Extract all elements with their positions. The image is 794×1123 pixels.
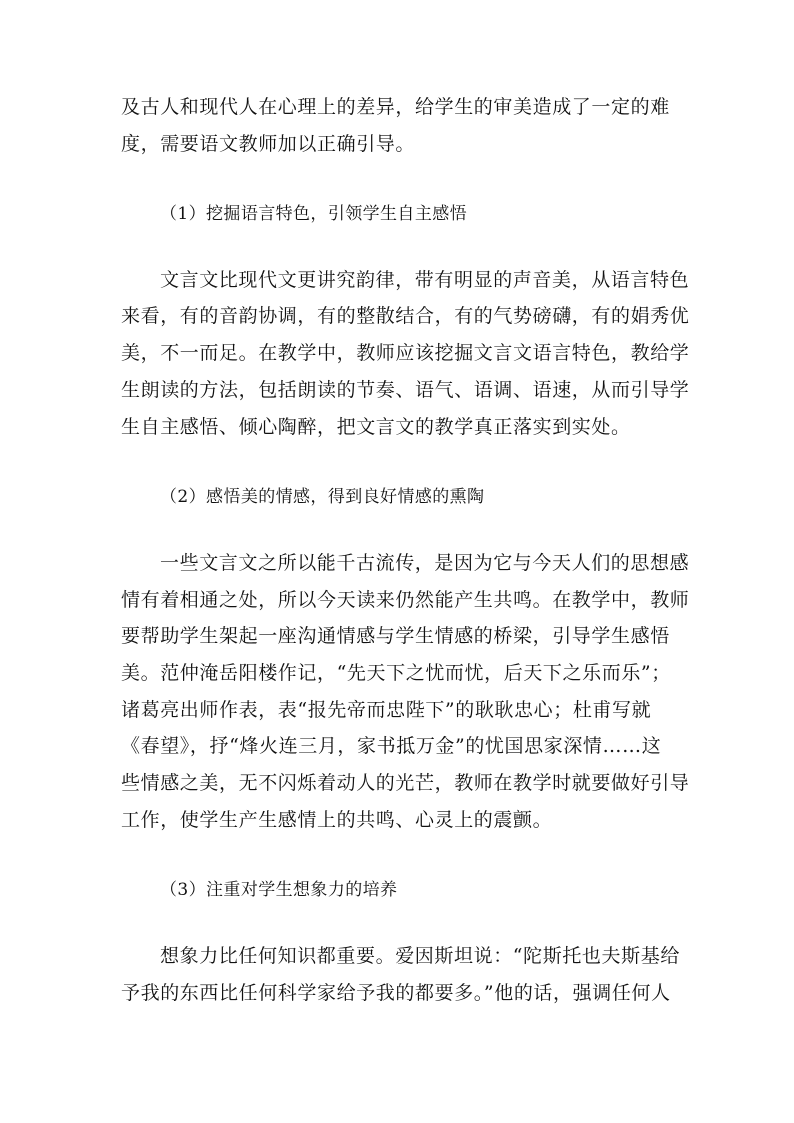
section-1-line-2: 来看，有的音韵协调，有的整散结合，有的气势磅礴，有的娟秀优 [121, 305, 690, 327]
section-2-line-3: 要帮助学生架起一座沟通情感与学生情感的桥梁，引导学生感悟 [121, 625, 670, 647]
section-1-line-4: 生朗读的方法，包括朗读的节奏、语气、语调、语速，从而引导学 [121, 379, 690, 401]
section-3-line-1: 想象力比任何知识都重要。爱因斯坦说：“陀斯托也夫斯基给 [160, 945, 680, 967]
section-2-line-7: 些情感之美，无不闪烁着动人的光芒，教师在教学时就要做好引导 [121, 772, 690, 794]
section-2-line-6: 《春望》，抒“烽火连三月，家书抵万金”的忧国思家深情……这 [121, 735, 662, 757]
section-2-line-2: 情有着相通之处，所以今天读来仍然能产生共鸣。在教学中，教师 [121, 589, 690, 611]
intro-line-1: 及古人和现代人在心理上的差异，给学生的审美造成了一定的难 [121, 96, 670, 118]
section-1-heading: （1）挖掘语言特色，引领学生自主感悟 [160, 204, 468, 224]
section-1-line-3: 美，不一而足。在教学中，教师应该挖掘文言文语言特色，教给学 [121, 342, 690, 364]
intro-line-2: 度，需要语文教师加以正确引导。 [121, 133, 416, 155]
section-2-heading: （2）感悟美的情感，得到良好情感的熏陶 [160, 487, 485, 507]
section-2-line-5: 诸葛亮出师作表，表“报先帝而忠陛下”的耿耿忠心；杜甫写就 [121, 699, 652, 721]
section-1-line-1: 文言文比现代文更讲究韵律，带有明显的声音美，从语言特色 [160, 269, 690, 291]
section-2-line-4: 美。范仲淹岳阳楼作记，“先天下之忧而忧，后天下之乐而乐”； [121, 662, 671, 684]
section-3-line-2: 予我的东西比任何科学家给予我的都要多。”他的话，强调任何人 [121, 982, 671, 1004]
section-2-line-1: 一些文言文之所以能千古流传，是因为它与今天人们的思想感 [160, 552, 690, 574]
section-2-line-8: 工作，使学生产生感情上的共鸣、心灵上的震颤。 [121, 809, 553, 831]
section-3-heading: （3）注重对学生想象力的培养 [160, 880, 398, 900]
section-1-line-5: 生自主感悟、倾心陶醉，把文言文的教学真正落实到实处。 [121, 416, 631, 438]
